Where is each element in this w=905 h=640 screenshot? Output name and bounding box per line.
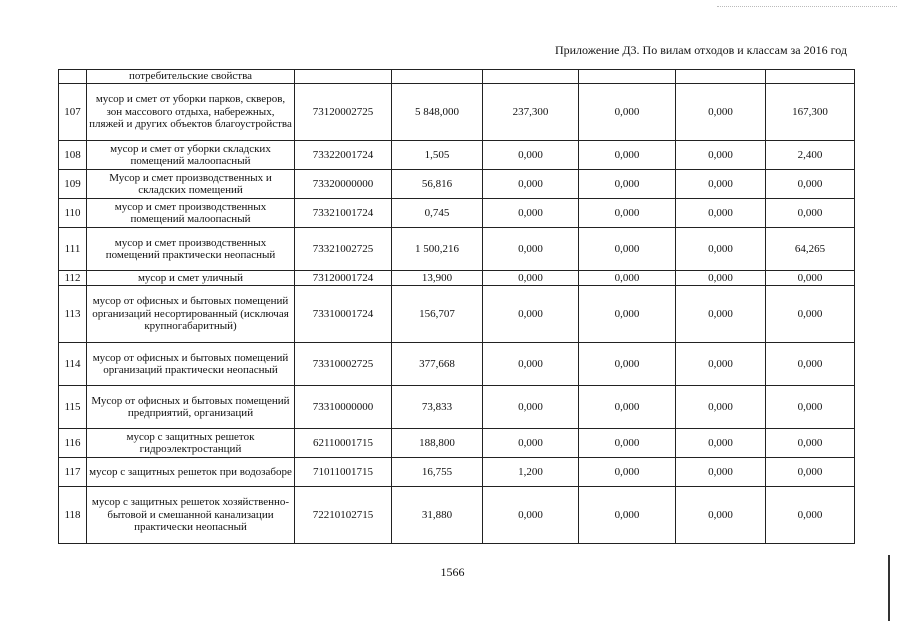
waste-code-cell: 73120001724: [295, 271, 392, 286]
value-cell-3: 0,000: [579, 84, 676, 141]
table-row: [59, 286, 855, 343]
row-number-cell: 109: [59, 170, 87, 199]
value-cell-2: 0,000: [483, 199, 579, 228]
value-cell-5: 0,000: [766, 343, 855, 386]
value-cell-4: 0,000: [676, 286, 766, 343]
value-cell-3: 0,000: [579, 458, 676, 487]
table-body: [59, 70, 855, 544]
row-number-cell: 114: [59, 343, 87, 386]
value-cell-3: 0,000: [579, 141, 676, 170]
value-cell-3: 0,000: [579, 199, 676, 228]
row-number-cell: 113: [59, 286, 87, 343]
value-cell-2: 0,000: [483, 170, 579, 199]
value-cell-3: 0,000: [579, 271, 676, 286]
table-row: [59, 84, 855, 141]
value-cell-2: 0,000: [483, 343, 579, 386]
value-cell-5: 167,300: [766, 84, 855, 141]
value-cell-3: 0,000: [579, 386, 676, 429]
waste-name-cell: мусор с защитных решеток хозяйственно-бытовой и смешанной канализации практически неопасный: [87, 487, 295, 544]
value-cell-5: 0,000: [766, 487, 855, 544]
row-number-cell: 112: [59, 271, 87, 286]
row-number-cell: 111: [59, 228, 87, 271]
waste-name-cell: потребительские свойства: [87, 70, 295, 84]
value-cell-1: 156,707: [392, 286, 483, 343]
value-cell-3: 0,000: [579, 343, 676, 386]
waste-code-cell: 73322001724: [295, 141, 392, 170]
waste-name-cell: мусор и смет уличный: [87, 271, 295, 286]
value-cell-4: 0,000: [676, 487, 766, 544]
value-cell-3: 0,000: [579, 170, 676, 199]
waste-code-cell: 73321001724: [295, 199, 392, 228]
table-row: [59, 487, 855, 544]
table-row: [59, 458, 855, 487]
value-cell-1: 377,668: [392, 343, 483, 386]
row-number-cell: 108: [59, 141, 87, 170]
value-cell-4: 0,000: [676, 386, 766, 429]
value-cell-4: [676, 70, 766, 84]
value-cell-4: 0,000: [676, 429, 766, 458]
waste-name-cell: мусор и смет производственных помещений практически неопасный: [87, 228, 295, 271]
table-row: [59, 343, 855, 386]
waste-code-cell: 62110001715: [295, 429, 392, 458]
waste-name-cell: мусор и смет от уборки складских помещений малоопасный: [87, 141, 295, 170]
table-row: [59, 228, 855, 271]
value-cell-2: 0,000: [483, 228, 579, 271]
table-row: [59, 141, 855, 170]
table-row: [59, 170, 855, 199]
value-cell-1: 188,800: [392, 429, 483, 458]
value-cell-3: 0,000: [579, 286, 676, 343]
waste-name-cell: мусор и смет производственных помещений малоопасный: [87, 199, 295, 228]
waste-name-cell: мусор с защитных решеток гидроэлектростанций: [87, 429, 295, 458]
waste-code-cell: 73120002725: [295, 84, 392, 141]
value-cell-1: 5 848,000: [392, 84, 483, 141]
value-cell-1: 13,900: [392, 271, 483, 286]
waste-name-cell: мусор с защитных решеток при водозаборе: [87, 458, 295, 487]
value-cell-3: [579, 70, 676, 84]
table-row: [59, 386, 855, 429]
waste-code-cell: 73321002725: [295, 228, 392, 271]
waste-code-cell: 73320000000: [295, 170, 392, 199]
row-number-cell: 115: [59, 386, 87, 429]
value-cell-4: 0,000: [676, 199, 766, 228]
value-cell-5: 64,265: [766, 228, 855, 271]
value-cell-1: 1,505: [392, 141, 483, 170]
value-cell-5: 0,000: [766, 170, 855, 199]
value-cell-5: 0,000: [766, 429, 855, 458]
value-cell-2: 0,000: [483, 286, 579, 343]
table-row: [59, 70, 855, 84]
value-cell-2: 0,000: [483, 487, 579, 544]
value-cell-4: 0,000: [676, 141, 766, 170]
scan-artifact: [717, 6, 897, 9]
value-cell-5: 0,000: [766, 271, 855, 286]
value-cell-1: [392, 70, 483, 84]
value-cell-4: 0,000: [676, 271, 766, 286]
value-cell-4: 0,000: [676, 458, 766, 487]
value-cell-2: 237,300: [483, 84, 579, 141]
row-number-cell: [59, 70, 87, 84]
waste-name-cell: мусор и смет от уборки парков, скверов, зон массового отдыха, набережных, пляжей и других объектов благоустройства: [87, 84, 295, 141]
value-cell-1: 56,816: [392, 170, 483, 199]
value-cell-2: 0,000: [483, 386, 579, 429]
waste-name-cell: мусор от офисных и бытовых помещений организаций несортированный (исключая крупногабаритный): [87, 286, 295, 343]
value-cell-5: 2,400: [766, 141, 855, 170]
value-cell-4: 0,000: [676, 84, 766, 141]
value-cell-4: 0,000: [676, 343, 766, 386]
value-cell-5: 0,000: [766, 386, 855, 429]
value-cell-3: 0,000: [579, 228, 676, 271]
row-number-cell: 110: [59, 199, 87, 228]
table-row: [59, 429, 855, 458]
value-cell-2: [483, 70, 579, 84]
value-cell-3: 0,000: [579, 487, 676, 544]
value-cell-2: 0,000: [483, 141, 579, 170]
value-cell-1: 1 500,216: [392, 228, 483, 271]
value-cell-2: 0,000: [483, 271, 579, 286]
waste-code-cell: 71011001715: [295, 458, 392, 487]
value-cell-2: 1,200: [483, 458, 579, 487]
value-cell-1: 31,880: [392, 487, 483, 544]
value-cell-1: 0,745: [392, 199, 483, 228]
value-cell-1: 73,833: [392, 386, 483, 429]
value-cell-3: 0,000: [579, 429, 676, 458]
row-number-cell: 116: [59, 429, 87, 458]
table-row: [59, 199, 855, 228]
table-row: [59, 271, 855, 286]
waste-code-cell: [295, 70, 392, 84]
value-cell-4: 0,000: [676, 170, 766, 199]
waste-name-cell: Мусор и смет производственных и складских помещений: [87, 170, 295, 199]
page-header: Приложение Д3. По вилам отходов и классам за 2016 год: [554, 43, 847, 57]
page-number: 1566: [440, 565, 465, 579]
row-number-cell: 117: [59, 458, 87, 487]
waste-code-cell: 73310001724: [295, 286, 392, 343]
waste-code-cell: 73310000000: [295, 386, 392, 429]
value-cell-5: [766, 70, 855, 84]
waste-code-cell: 73310002725: [295, 343, 392, 386]
value-cell-5: 0,000: [766, 199, 855, 228]
waste-name-cell: мусор от офисных и бытовых помещений организаций практически неопасный: [87, 343, 295, 386]
value-cell-5: 0,000: [766, 286, 855, 343]
value-cell-5: 0,000: [766, 458, 855, 487]
waste-table: [58, 69, 855, 544]
row-number-cell: 107: [59, 84, 87, 141]
value-cell-2: 0,000: [483, 429, 579, 458]
value-cell-4: 0,000: [676, 228, 766, 271]
row-number-cell: 118: [59, 487, 87, 544]
scan-edge-line: [888, 555, 890, 621]
waste-name-cell: Мусор от офисных и бытовых помещений предприятий, организаций: [87, 386, 295, 429]
waste-code-cell: 72210102715: [295, 487, 392, 544]
value-cell-1: 16,755: [392, 458, 483, 487]
